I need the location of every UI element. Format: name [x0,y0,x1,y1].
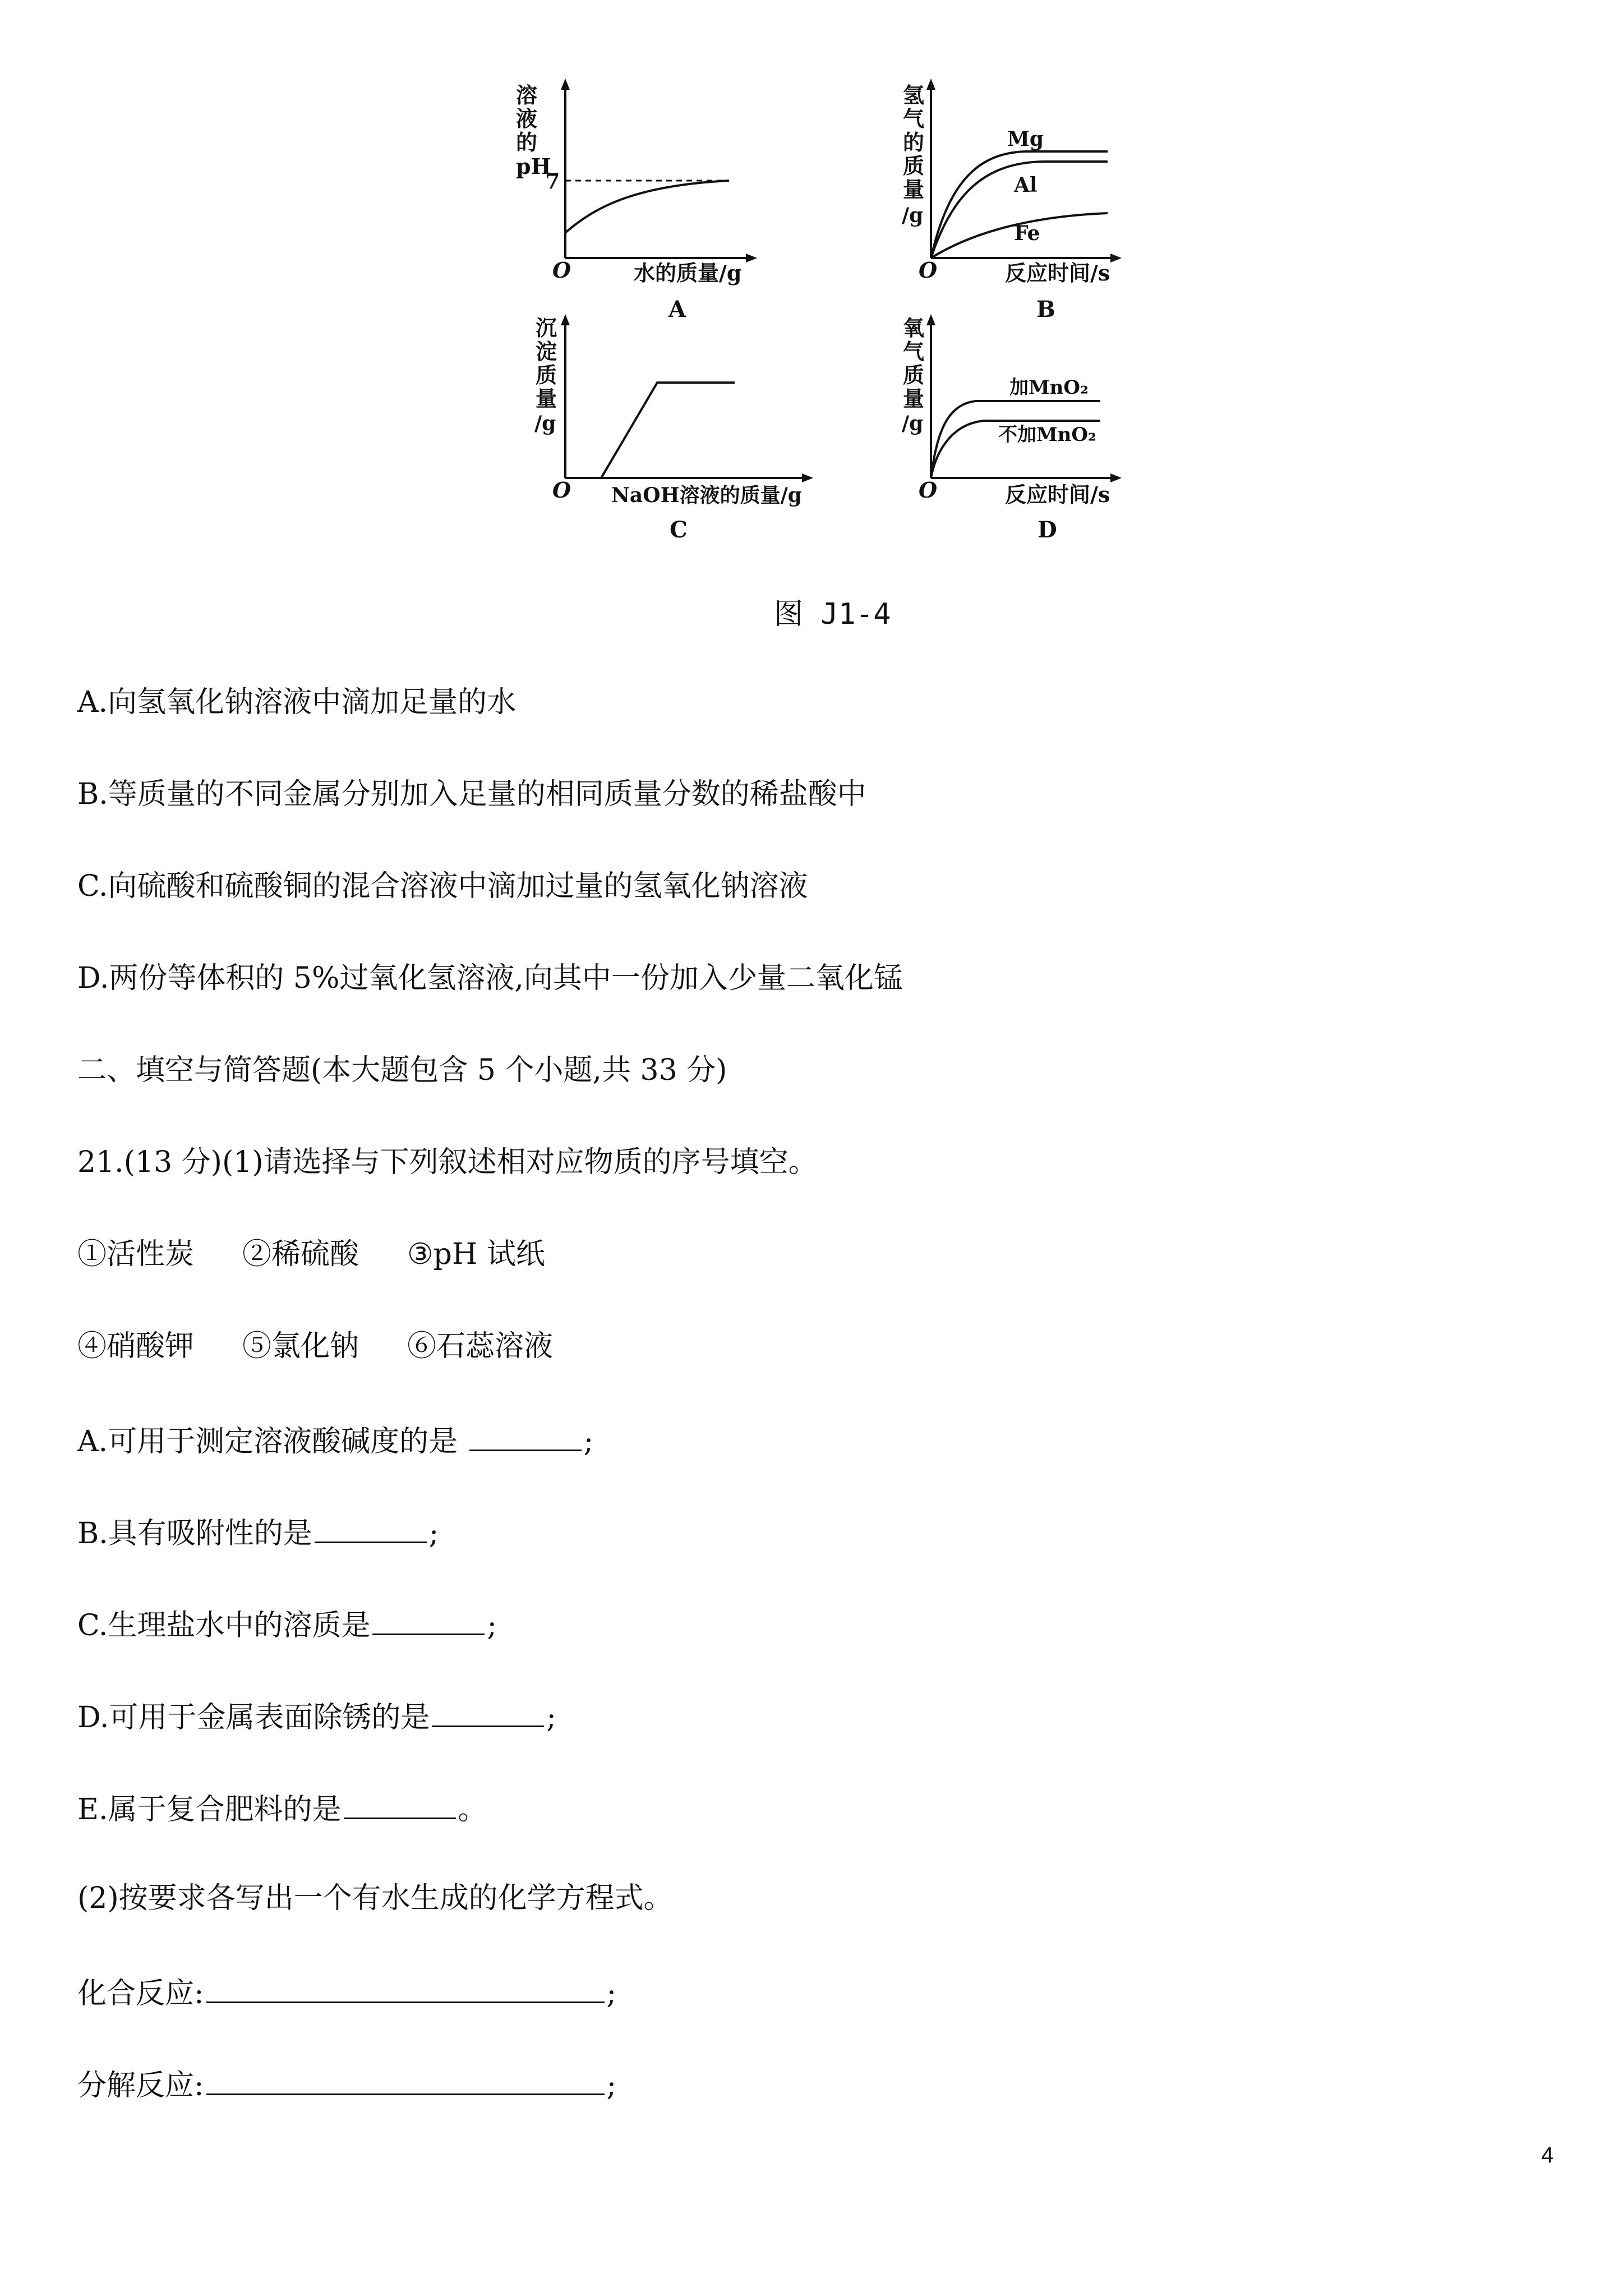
graph-b-ylabel-3: 的 [903,130,925,155]
substances-row-1 [77,1237,593,1271]
fill-item-a-text: A.可用于测定溶液酸碱度的是 [77,1425,458,1458]
graph-d-ylabel-4: 量 [903,386,925,411]
option-a: A.向氢氧化钠溶液中滴加足量的水 [77,685,517,719]
fill-item-a-blank[interactable] [469,1421,582,1451]
equation-combination [77,1973,616,2010]
graph-d-ylabel-2: 气 [903,339,925,364]
fill-item-e-end: 。 [458,1793,487,1826]
graph-b-ylabel-5: 量 [903,177,925,202]
option-d: D.两份等体积的 5%过氧化氢溶液,向其中一份加入少量二氧化锰 [77,961,903,995]
fill-item-c-text: C.生理盐水中的溶质是 [77,1609,371,1642]
substance-1: ①活性炭 [77,1237,195,1271]
figure-graphs [0,0,1623,561]
fill-item-b-text: B.具有吸附性的是 [77,1517,312,1550]
fill-item-e-blank[interactable] [344,1789,456,1819]
fill-item-b [77,1513,439,1550]
fill-item-d-text: D.可用于金属表面除锈的是 [77,1701,430,1734]
graph-a [516,79,757,323]
graph-c-ylabel-2: 淀 [536,339,557,364]
fill-item-d-blank[interactable] [432,1697,544,1727]
graph-a-y-arrow [561,79,570,90]
fill-item-e-text: E.属于复合肥料的是 [77,1793,342,1826]
fill-item-d-end: ; [546,1701,556,1734]
graph-c-x-arrow [802,473,813,482]
equation-decomposition-label: 分解反应: [77,2069,204,2102]
graph-c-ylabel-1: 沉 [536,315,557,341]
graph-c-y-arrow [561,314,570,325]
section-heading: 二、填空与简答题(本大题包含 5 个小题,共 33 分) [77,1053,727,1087]
option-b: B.等质量的不同金属分别加入足量的相同质量分数的稀盐酸中 [77,777,866,811]
fill-item-c [77,1605,497,1642]
substance-4: ④硝酸钾 [77,1329,195,1363]
question-21-part-2: (2)按要求各写出一个有水生成的化学方程式。 [77,1881,673,1915]
graph-b-x-arrow [1110,254,1122,263]
graph-d-ylabel-1: 氧 [903,315,925,341]
graph-a-origin: O [552,257,571,283]
fill-item-e [77,1789,487,1826]
graph-d [902,314,1122,543]
equation-combination-end: ; [606,1977,617,2010]
graph-b [902,79,1122,323]
graph-b-series-al: Al [1014,173,1038,197]
fill-item-a-end: ; [583,1425,594,1458]
graph-d-series-with-mno2: 加MnO₂ [1009,376,1089,399]
graph-b-origin: O [919,257,938,283]
graph-c-origin: O [552,477,571,503]
graph-b-letter: B [1036,296,1055,323]
fill-item-a [77,1421,593,1458]
graph-b-y-arrow [926,79,935,90]
option-c: C.向硫酸和硫酸铜的混合溶液中滴加过量的氢氧化钠溶液 [77,869,808,903]
graph-d-letter: D [1038,517,1057,543]
graph-a-ylabel-2: 液 [516,106,538,131]
substance-6: ⑥石蕊溶液 [407,1329,554,1363]
graph-a-tick-7: 7 [545,168,560,194]
graph-d-ylabel-5: /g [902,412,924,435]
graph-c-xlabel: NaOH溶液的质量/g [611,484,802,507]
question-21-intro: 21.(13 分)(1)请选择与下列叙述相对应物质的序号填空。 [77,1145,818,1179]
substance-5: ⑤氯化钠 [242,1329,359,1363]
graph-b-ylabel-1: 氢 [903,82,925,108]
substance-3: ③pH 试纸 [407,1237,545,1271]
graph-d-origin: O [919,477,938,503]
fill-item-c-blank[interactable] [372,1605,485,1635]
fill-item-c-end: ; [487,1609,497,1642]
equation-decomposition-end: ; [606,2069,617,2102]
equation-combination-label: 化合反应: [77,1977,204,2010]
graph-b-ylabel-4: 质 [903,153,925,178]
graph-a-xlabel: 水的质量/g [634,260,742,286]
graph-c-letter: C [670,517,688,543]
graph-d-xlabel: 反应时间/s [1005,482,1110,507]
graph-a-ylabel-4: pH [516,154,551,179]
fill-item-b-end: ; [428,1517,439,1550]
figure-caption: 图 J1-4 [774,597,891,631]
graph-b-series-mg: Mg [1007,127,1044,151]
equation-decomposition-blank[interactable] [206,2065,605,2095]
graph-b-ylabel-2: 气 [903,106,925,131]
graph-c-ylabel-3: 质 [536,362,557,388]
equation-combination-blank[interactable] [206,1973,605,2003]
fill-item-b-blank[interactable] [315,1513,427,1543]
graph-a-letter: A [668,296,686,323]
fill-item-d [77,1697,556,1734]
substances-row-2 [77,1329,601,1363]
graph-b-series-fe: Fe [1014,222,1040,245]
graph-d-ylabel-3: 质 [903,362,925,388]
graph-d-series-without-mno2: 不加MnO₂ [998,424,1096,446]
graph-d-x-arrow [1110,473,1122,482]
graph-a-ylabel-1: 溶 [516,82,538,108]
substance-2: ②稀硫酸 [242,1237,359,1271]
graph-b-xlabel: 反应时间/s [1005,260,1110,286]
graph-a-ylabel-3: 的 [516,130,538,155]
graph-b-ylabel-6: /g [902,204,924,227]
page-number: 4 [1541,2143,1554,2168]
graph-a-x-arrow [746,254,757,263]
equation-decomposition [77,2065,616,2102]
graph-d-y-arrow [926,314,935,325]
graph-a-curve [565,181,729,233]
graph-c-ylabel-4: 量 [536,386,557,411]
graph-c-ylabel-5: /g [534,412,556,435]
graph-c [534,314,813,543]
graph-c-line [601,383,735,478]
